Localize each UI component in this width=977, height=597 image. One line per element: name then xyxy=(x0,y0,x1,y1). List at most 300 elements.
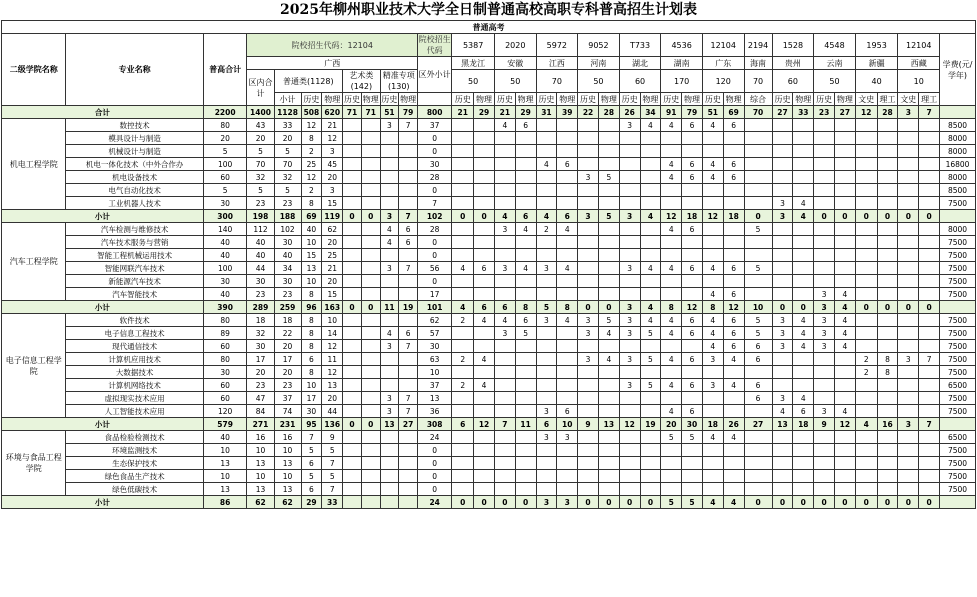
data-cell xyxy=(474,132,495,145)
data-cell: 18 xyxy=(247,314,274,327)
data-cell xyxy=(474,288,495,301)
data-cell: 3 xyxy=(380,210,399,223)
data-cell: 3 xyxy=(619,210,640,223)
data-cell xyxy=(619,405,640,418)
data-cell xyxy=(452,184,474,197)
data-cell xyxy=(834,184,855,197)
data-cell xyxy=(578,340,599,353)
data-cell xyxy=(682,249,703,262)
data-cell xyxy=(380,457,399,470)
data-cell: 15 xyxy=(301,249,322,262)
data-cell xyxy=(834,158,855,171)
data-cell: 16 xyxy=(274,431,301,444)
data-cell xyxy=(898,470,919,483)
data-cell: 51 xyxy=(702,106,723,119)
data-cell xyxy=(474,145,495,158)
data-cell xyxy=(557,444,578,457)
data-cell: 0 xyxy=(361,210,380,223)
data-cell xyxy=(640,132,661,145)
major-name: 汽车智能技术 xyxy=(66,288,203,301)
data-cell: 4 xyxy=(598,327,619,340)
data-cell: 18 xyxy=(723,210,744,223)
data-cell: 16800 xyxy=(940,158,976,171)
data-cell: 0 xyxy=(814,496,835,509)
data-cell xyxy=(494,184,515,197)
data-cell xyxy=(898,119,919,132)
data-cell xyxy=(682,145,703,158)
data-cell xyxy=(452,249,474,262)
data-cell: 5 xyxy=(640,353,661,366)
data-cell: 0 xyxy=(418,145,452,158)
data-cell xyxy=(855,379,877,392)
data-cell: 6 xyxy=(682,158,703,171)
province-name: 安徽 xyxy=(494,57,536,70)
data-cell: 7 xyxy=(399,210,418,223)
data-cell xyxy=(619,366,640,379)
data-cell xyxy=(661,470,682,483)
data-cell: 39 xyxy=(557,106,578,119)
data-cell xyxy=(723,236,744,249)
data-cell: 9 xyxy=(322,431,343,444)
data-cell xyxy=(343,353,362,366)
data-cell xyxy=(361,145,380,158)
data-cell: 40 xyxy=(274,249,301,262)
data-cell: 4 xyxy=(661,223,682,236)
data-cell xyxy=(452,457,474,470)
table-row xyxy=(2,288,976,301)
data-cell xyxy=(772,132,793,145)
data-cell xyxy=(702,483,723,496)
data-cell xyxy=(919,119,940,132)
data-cell: 6 xyxy=(723,288,744,301)
data-cell xyxy=(919,483,940,496)
data-cell: 23 xyxy=(247,197,274,210)
data-cell xyxy=(682,457,703,470)
data-cell xyxy=(877,236,898,249)
data-cell: 5 xyxy=(682,431,703,444)
data-cell xyxy=(361,444,380,457)
data-cell xyxy=(640,444,661,457)
data-cell xyxy=(855,431,877,444)
data-cell xyxy=(661,132,682,145)
data-cell xyxy=(793,171,814,184)
data-cell: 0 xyxy=(418,249,452,262)
data-cell: 3 xyxy=(536,405,557,418)
data-cell xyxy=(557,392,578,405)
data-cell xyxy=(855,171,877,184)
data-cell xyxy=(361,184,380,197)
data-cell xyxy=(494,275,515,288)
data-cell: 3 xyxy=(494,223,515,236)
data-cell: 12 xyxy=(322,340,343,353)
data-cell: 8 xyxy=(702,301,723,314)
data-cell xyxy=(898,145,919,158)
data-cell: 16 xyxy=(877,418,898,431)
data-cell: 0 xyxy=(598,496,619,509)
data-cell xyxy=(399,379,418,392)
data-cell: 7500 xyxy=(940,249,976,262)
data-cell: 7 xyxy=(919,353,940,366)
data-cell xyxy=(877,288,898,301)
data-cell: 6 xyxy=(723,327,744,340)
data-cell xyxy=(919,457,940,470)
data-cell xyxy=(578,119,599,132)
data-cell xyxy=(702,132,723,145)
exam-type-header: 普通高考 xyxy=(2,21,976,34)
data-cell: 4 xyxy=(494,210,515,223)
data-cell: 3 xyxy=(772,340,793,353)
data-cell: 4 xyxy=(834,327,855,340)
table-row xyxy=(2,483,976,496)
data-cell: 95 xyxy=(301,418,322,431)
data-cell: 0 xyxy=(898,301,919,314)
province-code: T733 xyxy=(619,34,661,57)
province-subject: 物理 xyxy=(793,93,814,106)
data-cell: 3 xyxy=(814,327,835,340)
data-cell xyxy=(361,366,380,379)
data-cell xyxy=(723,392,744,405)
data-cell: 45 xyxy=(322,158,343,171)
data-cell: 28 xyxy=(598,106,619,119)
data-cell xyxy=(399,145,418,158)
data-cell xyxy=(814,483,835,496)
data-cell xyxy=(557,197,578,210)
data-cell xyxy=(855,145,877,158)
data-cell: 5 xyxy=(640,379,661,392)
data-cell: 4 xyxy=(834,288,855,301)
data-cell xyxy=(452,340,474,353)
data-cell: 4 xyxy=(380,223,399,236)
data-cell xyxy=(598,158,619,171)
data-cell: 0 xyxy=(855,496,877,509)
data-cell xyxy=(399,470,418,483)
data-cell xyxy=(702,275,723,288)
data-cell: 4 xyxy=(474,314,495,327)
data-cell xyxy=(380,431,399,444)
data-cell xyxy=(855,223,877,236)
data-cell xyxy=(361,132,380,145)
data-cell xyxy=(557,132,578,145)
data-cell: 6 xyxy=(515,314,536,327)
data-cell xyxy=(578,392,599,405)
data-cell: 89 xyxy=(203,327,247,340)
province-subject: 理工 xyxy=(919,93,940,106)
data-cell xyxy=(361,431,380,444)
data-cell xyxy=(474,223,495,236)
data-cell xyxy=(361,288,380,301)
data-cell xyxy=(361,249,380,262)
data-cell: 12 xyxy=(661,210,682,223)
data-cell xyxy=(515,145,536,158)
data-cell: 10 xyxy=(557,418,578,431)
data-cell: 15 xyxy=(322,197,343,210)
data-cell xyxy=(474,249,495,262)
data-cell xyxy=(515,444,536,457)
data-cell: 8 xyxy=(301,132,322,145)
data-cell xyxy=(380,444,399,457)
data-cell xyxy=(361,340,380,353)
data-cell: 6 xyxy=(723,340,744,353)
data-cell xyxy=(793,158,814,171)
data-cell: 13 xyxy=(203,483,247,496)
data-cell xyxy=(814,236,835,249)
data-cell xyxy=(702,236,723,249)
data-cell xyxy=(898,288,919,301)
data-cell xyxy=(494,145,515,158)
data-cell: 4 xyxy=(793,210,814,223)
subtotal-row xyxy=(2,210,976,223)
data-cell xyxy=(536,132,557,145)
data-cell xyxy=(578,275,599,288)
data-cell xyxy=(744,275,772,288)
data-cell: 7 xyxy=(919,418,940,431)
data-cell xyxy=(619,392,640,405)
data-cell xyxy=(343,197,362,210)
data-cell: 6 xyxy=(723,262,744,275)
data-cell xyxy=(619,275,640,288)
data-cell: 27 xyxy=(772,106,793,119)
college-name: 电子信息工程学院 xyxy=(2,314,66,418)
data-cell: 21 xyxy=(494,106,515,119)
college-header: 二级学院名称 xyxy=(2,34,66,106)
data-cell: 4 xyxy=(661,314,682,327)
data-cell: 7500 xyxy=(940,236,976,249)
data-cell xyxy=(793,236,814,249)
data-cell: 3 xyxy=(322,184,343,197)
data-cell: 7500 xyxy=(940,314,976,327)
table-row xyxy=(2,119,976,132)
data-cell: 231 xyxy=(274,418,301,431)
data-cell xyxy=(343,431,362,444)
data-cell: 28 xyxy=(418,223,452,236)
data-cell xyxy=(855,483,877,496)
major-name: 机械设计与制造 xyxy=(66,145,203,158)
data-cell: 17 xyxy=(274,353,301,366)
data-cell xyxy=(557,236,578,249)
data-cell: 12 xyxy=(322,132,343,145)
data-cell: 4 xyxy=(557,262,578,275)
data-cell: 4 xyxy=(640,119,661,132)
data-cell xyxy=(380,184,399,197)
data-cell: 21 xyxy=(322,119,343,132)
major-name: 机电设备技术 xyxy=(66,171,203,184)
major-name: 智能工程机械运用技术 xyxy=(66,249,203,262)
data-cell: 20 xyxy=(274,132,301,145)
data-cell xyxy=(702,405,723,418)
data-cell: 4 xyxy=(702,431,723,444)
data-cell xyxy=(898,236,919,249)
data-cell: 70 xyxy=(247,158,274,171)
data-cell xyxy=(557,119,578,132)
data-cell: 140 xyxy=(203,223,247,236)
data-cell xyxy=(919,340,940,353)
data-cell xyxy=(343,288,362,301)
data-cell xyxy=(380,275,399,288)
data-cell: 112 xyxy=(247,223,274,236)
data-cell xyxy=(640,171,661,184)
data-cell xyxy=(723,470,744,483)
data-cell xyxy=(834,431,855,444)
data-cell xyxy=(515,392,536,405)
data-cell xyxy=(682,236,703,249)
data-cell xyxy=(814,366,835,379)
data-cell xyxy=(744,197,772,210)
province-code: 4548 xyxy=(814,34,856,57)
data-cell: 5 xyxy=(274,145,301,158)
data-cell xyxy=(343,470,362,483)
data-cell: 4 xyxy=(723,431,744,444)
data-cell: 10 xyxy=(301,379,322,392)
data-cell: 5 xyxy=(744,262,772,275)
table-row xyxy=(2,366,976,379)
data-cell xyxy=(536,184,557,197)
province-code: 5387 xyxy=(452,34,495,57)
data-cell xyxy=(814,457,835,470)
data-cell: 6500 xyxy=(940,379,976,392)
data-cell: 13 xyxy=(322,379,343,392)
data-cell xyxy=(640,366,661,379)
guangxi-header: 广西 xyxy=(247,57,418,70)
data-cell xyxy=(343,275,362,288)
data-cell: 3 xyxy=(772,210,793,223)
data-cell xyxy=(536,171,557,184)
data-cell xyxy=(682,288,703,301)
data-cell: 5 xyxy=(247,145,274,158)
data-cell: 27 xyxy=(744,418,772,431)
data-cell: 11 xyxy=(322,353,343,366)
data-cell: 2 xyxy=(855,353,877,366)
data-cell xyxy=(494,353,515,366)
data-cell: 96 xyxy=(301,301,322,314)
data-cell: 16 xyxy=(247,431,274,444)
data-cell: 4 xyxy=(702,327,723,340)
major-name: 虚拟现实技术应用 xyxy=(66,392,203,405)
data-cell: 8 xyxy=(877,353,898,366)
data-cell: 3 xyxy=(380,405,399,418)
data-cell: 32 xyxy=(247,327,274,340)
data-cell xyxy=(343,483,362,496)
data-cell: 8 xyxy=(301,288,322,301)
data-cell xyxy=(661,340,682,353)
data-cell xyxy=(380,288,399,301)
data-cell xyxy=(380,379,399,392)
data-cell xyxy=(578,457,599,470)
data-cell xyxy=(814,132,835,145)
major-name: 智能网联汽车技术 xyxy=(66,262,203,275)
data-cell: 4 xyxy=(380,236,399,249)
data-cell: 0 xyxy=(578,496,599,509)
data-cell: 6 xyxy=(793,405,814,418)
data-cell: 0 xyxy=(877,496,898,509)
data-cell xyxy=(536,275,557,288)
data-cell xyxy=(855,340,877,353)
data-cell xyxy=(515,184,536,197)
data-cell: 0 xyxy=(452,496,474,509)
data-cell xyxy=(877,327,898,340)
data-cell xyxy=(494,158,515,171)
data-cell: 3 xyxy=(898,418,919,431)
data-cell: 3 xyxy=(578,314,599,327)
major-name: 新能源汽车技术 xyxy=(66,275,203,288)
data-cell: 6 xyxy=(682,171,703,184)
table-row xyxy=(2,457,976,470)
data-cell xyxy=(452,444,474,457)
data-cell xyxy=(452,275,474,288)
data-cell xyxy=(814,197,835,210)
major-name: 计算机网络技术 xyxy=(66,379,203,392)
data-cell xyxy=(452,197,474,210)
data-cell xyxy=(361,223,380,236)
data-cell: 6 xyxy=(682,119,703,132)
data-cell xyxy=(793,262,814,275)
province-quota: 50 xyxy=(814,70,856,93)
data-cell xyxy=(877,405,898,418)
data-cell: 579 xyxy=(203,418,247,431)
data-cell xyxy=(474,444,495,457)
data-cell xyxy=(744,119,772,132)
data-cell: 18 xyxy=(793,418,814,431)
data-cell: 0 xyxy=(361,301,380,314)
data-cell: 4 xyxy=(772,405,793,418)
data-cell xyxy=(793,366,814,379)
data-cell: 4 xyxy=(702,340,723,353)
data-cell: 62 xyxy=(247,496,274,509)
data-cell: 22 xyxy=(274,327,301,340)
data-cell xyxy=(919,249,940,262)
data-cell: 4 xyxy=(661,327,682,340)
data-cell xyxy=(814,379,835,392)
data-cell: 4 xyxy=(494,314,515,327)
data-cell xyxy=(361,353,380,366)
data-cell xyxy=(578,444,599,457)
data-cell xyxy=(536,483,557,496)
data-cell xyxy=(536,340,557,353)
data-cell: 37 xyxy=(418,119,452,132)
data-cell: 3 xyxy=(380,392,399,405)
page-title: 2025年柳州职业技术大学全日制普通高校高职专科普高招生计划表 xyxy=(280,2,697,18)
data-cell xyxy=(877,275,898,288)
data-cell: 4 xyxy=(452,262,474,275)
data-cell xyxy=(557,171,578,184)
data-cell: 6 xyxy=(399,236,418,249)
data-cell xyxy=(919,405,940,418)
data-cell: 3 xyxy=(557,431,578,444)
data-cell: 2 xyxy=(855,366,877,379)
data-cell: 8500 xyxy=(940,184,976,197)
data-cell: 8000 xyxy=(940,223,976,236)
data-cell: 3 xyxy=(772,197,793,210)
data-cell: 271 xyxy=(247,418,274,431)
data-cell xyxy=(474,119,495,132)
data-cell: 0 xyxy=(361,418,380,431)
data-cell: 24 xyxy=(418,431,452,444)
data-cell: 13 xyxy=(274,457,301,470)
general-physics-header: 物理 xyxy=(322,93,343,106)
data-cell xyxy=(619,470,640,483)
data-cell xyxy=(536,392,557,405)
data-cell xyxy=(515,379,536,392)
major-name: 汽车技术服务与营销 xyxy=(66,236,203,249)
data-cell: 7500 xyxy=(940,470,976,483)
data-cell xyxy=(494,340,515,353)
province-name: 贵州 xyxy=(772,57,814,70)
data-cell xyxy=(598,236,619,249)
data-cell xyxy=(494,483,515,496)
enrollment-plan-table xyxy=(1,20,976,509)
data-cell xyxy=(661,444,682,457)
data-cell: 40 xyxy=(203,236,247,249)
data-cell: 84 xyxy=(247,405,274,418)
